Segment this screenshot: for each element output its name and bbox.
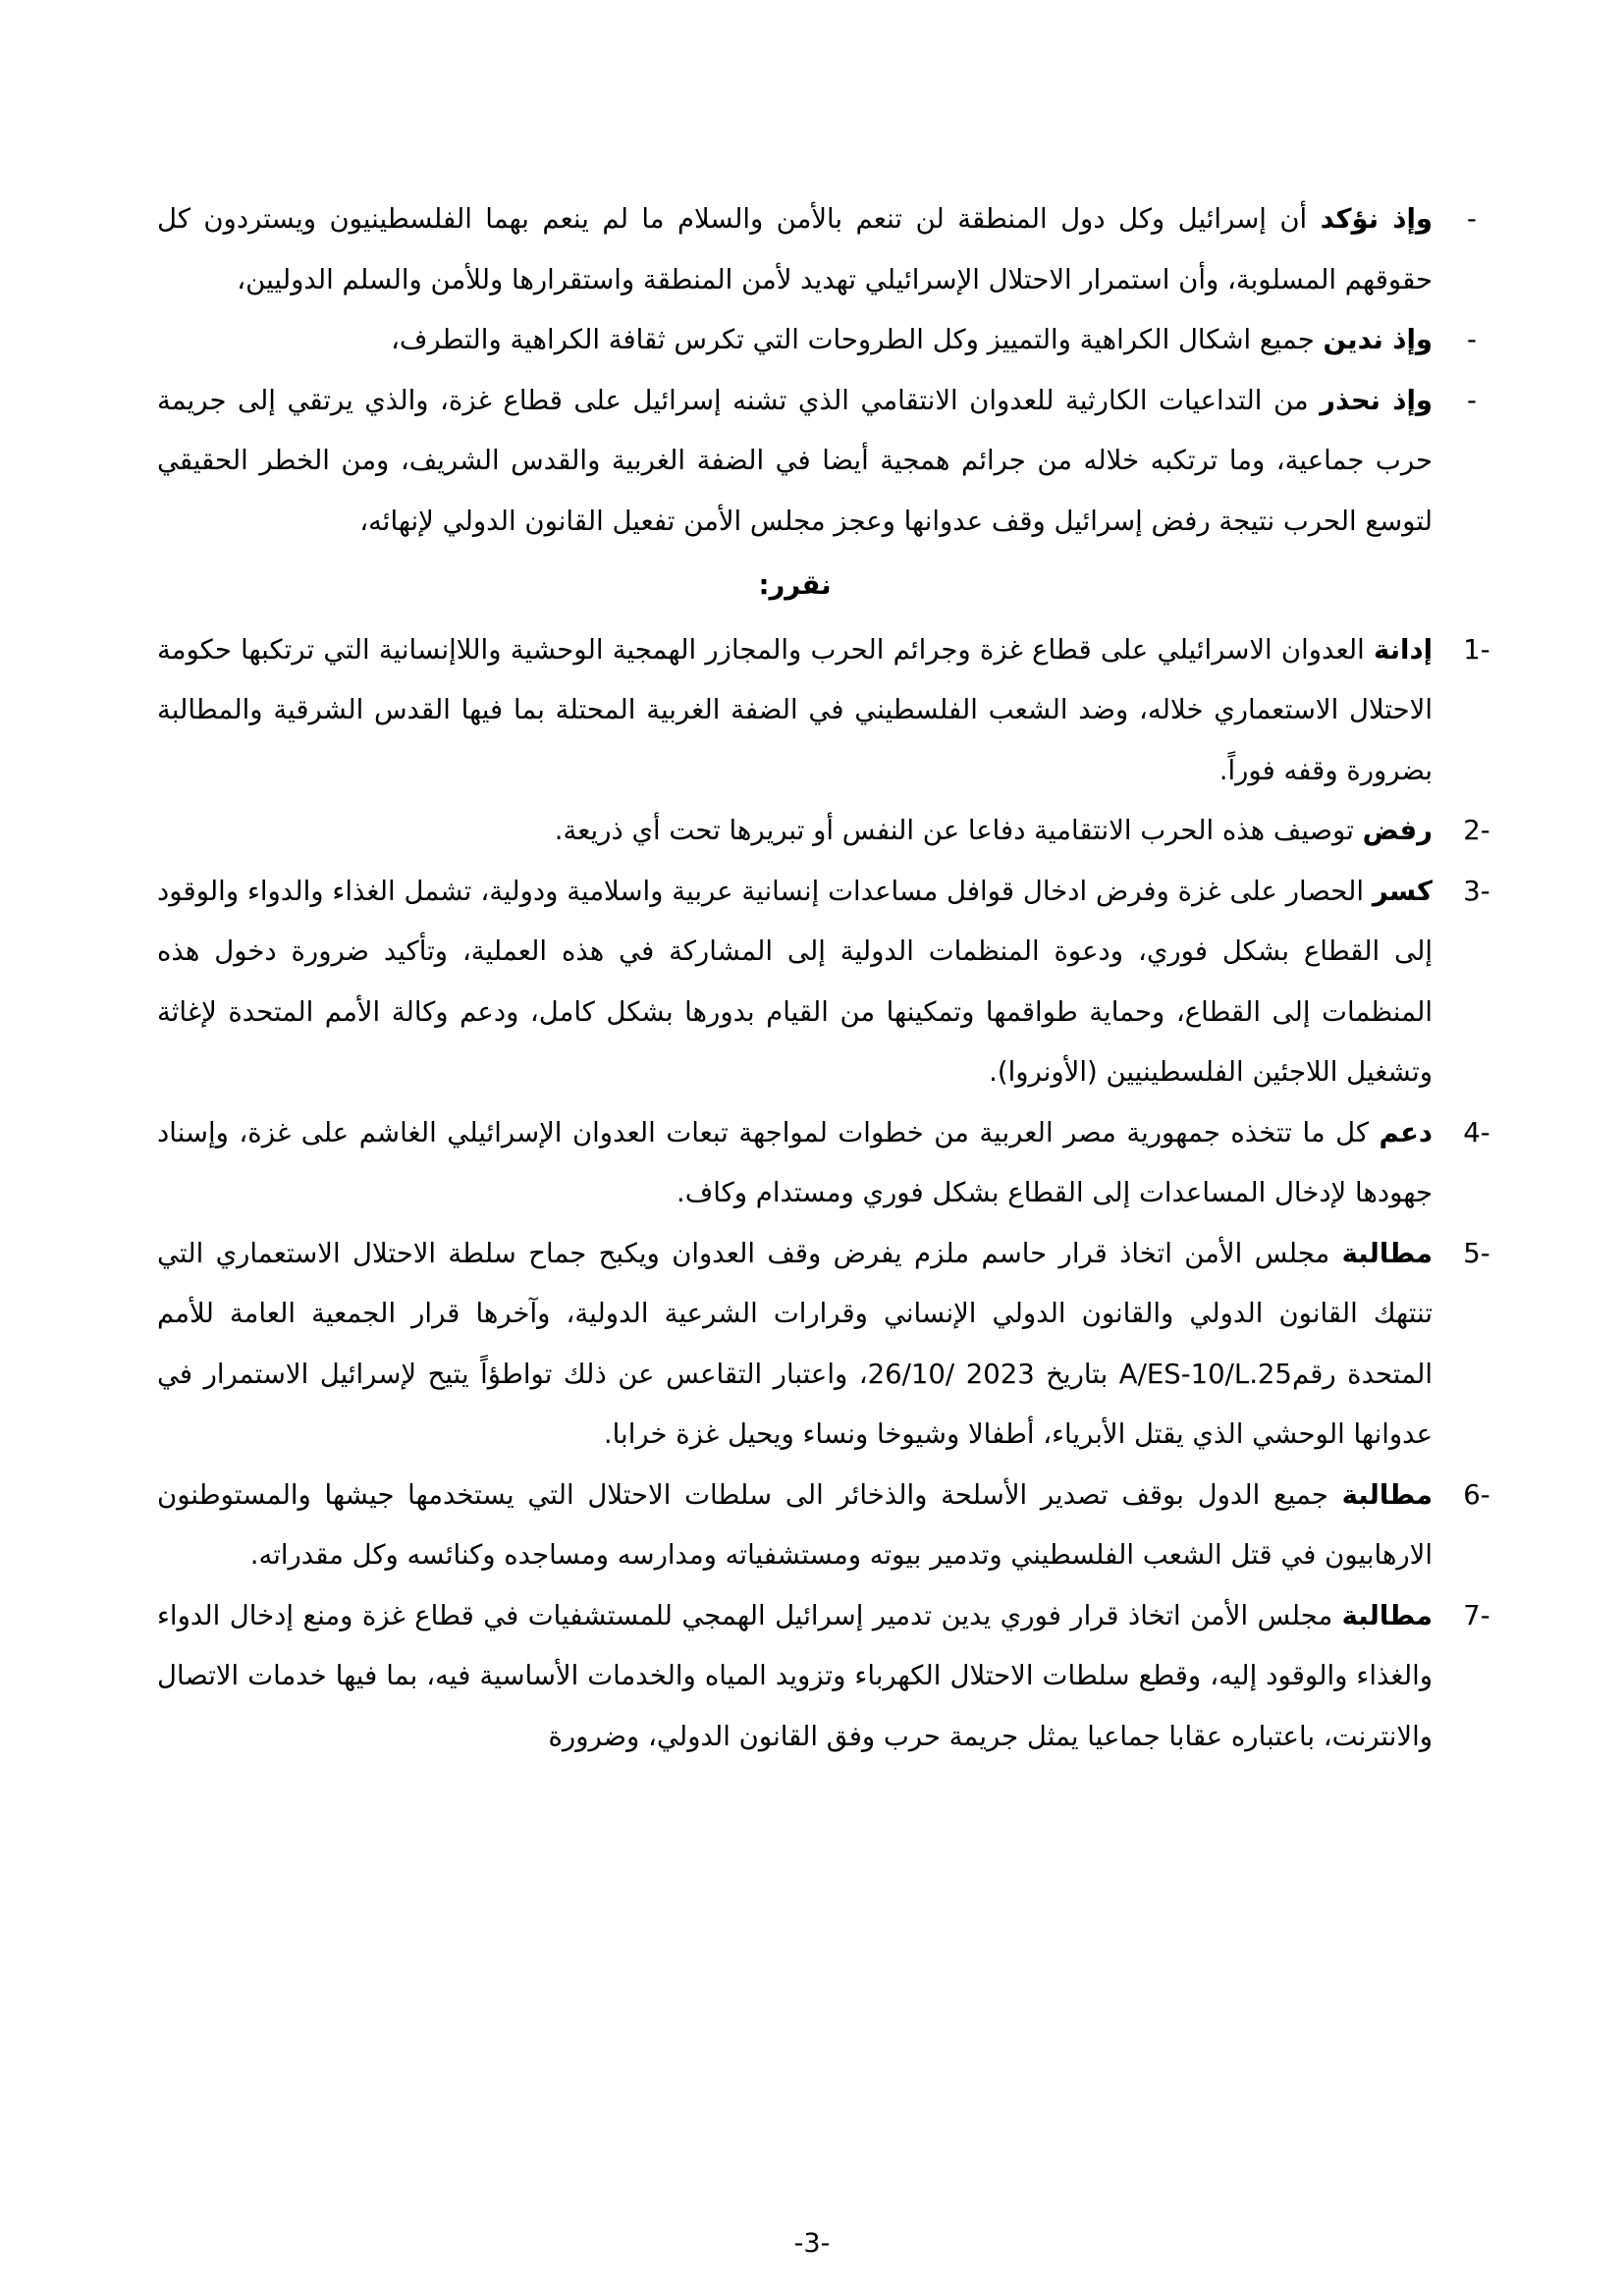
item-number: 1- — [1463, 633, 1490, 666]
resolution-item-1 — [157, 620, 1490, 802]
clause-lead-word: وإذ ندين — [1323, 324, 1433, 355]
item-number: 6- — [1463, 1478, 1490, 1511]
resolution-item-6 — [157, 1466, 1490, 1586]
item-number: 4- — [1463, 1116, 1490, 1148]
page-number: -3- — [793, 2228, 831, 2259]
item-number: 5- — [1463, 1237, 1490, 1269]
document-body — [157, 189, 1490, 1767]
item-number: 7- — [1463, 1599, 1490, 1631]
clause-lead-word: وإذ نؤكد — [1320, 203, 1433, 235]
resolution-item-7 — [157, 1586, 1490, 1768]
clause-text: من التداعيات الكارثية للعدوان الانتقامي الذي تشنه إسرائيل على قطاع غزة، والذي يرتقي إلى جريمة حرب جماعية، وما ترتكبه خلاله من جرائم همجية أيضا في الضفة الغربية والقدس الشريف، ومن الخطر الحقيقي لتوسع الحرب نتيجة رفض إسرائيل وقف عدوانها وعجز مجلس الأمن تفعيل القانون الدولي لإنهائه، — [157, 384, 1433, 537]
resolution-lead-word: مطالبة — [1341, 1237, 1433, 1269]
bullet-dash: - — [1467, 384, 1477, 416]
resolution-lead-word: دعم — [1379, 1116, 1433, 1148]
bullet-dash: - — [1467, 324, 1477, 355]
resolutions-heading: نقرر: — [758, 569, 832, 601]
clause-lead-word: وإذ نحذر — [1320, 384, 1433, 416]
bullet-dash: - — [1467, 203, 1477, 235]
resolution-lead-word: رفض — [1362, 815, 1433, 846]
clause-text: أن إسرائيل وكل دول المنطقة لن تنعم بالأمن والسلام ما لم ينعم بهما الفلسطينيون ويستردون كل حقوقهم المسلوبة، وأن استمرار الاحتلال الإسرائيلي تهديد لأمن المنطقة واستقرارها وللأمن والسلم الدوليين، — [157, 203, 1433, 295]
resolution-lead-word: مطالبة — [1341, 1599, 1433, 1631]
preamble-clause-3 — [157, 371, 1477, 553]
item-number: 2- — [1463, 815, 1490, 846]
resolution-text: توصيف هذه الحرب الانتقامية دفاعا عن النفس أو تبريرها تحت أي ذريعة. — [554, 815, 1363, 846]
resolution-item-3 — [157, 862, 1490, 1103]
resolution-text: الحصار على غزة وفرض ادخال قوافل مساعدات إنسانية عربية واسلامية ودولية، تشمل الغذاء والدواء والوقود إلى القطاع بشكل فوري، ودعوة المنظمات الدولية إلى المشاركة في هذه العملية، وتأكيد ضرورة دخول هذه المنظمات إلى القطاع، وحماية طواقمها وتمكينها من القيام بدورها بشكل كامل، ودعم وكالة الأمم المتحدة لإغاثة وتشغيل اللاجئين الفلسطينيين (الأونروا). — [157, 875, 1433, 1088]
preamble-clause-2 — [157, 310, 1477, 371]
resolution-text: جميع الدول بوقف تصدير الأسلحة والذخائر الى سلطات الاحتلال التي يستخدمها جيشها والمستوطنون الارهابيون في قتل الشعب الفلسطيني وتدمير بيوته ومستشفياته ومدارسه ومساجده وكنائسه وكل مقدراته. — [157, 1478, 1433, 1571]
resolution-text: العدوان الاسرائيلي على قطاع غزة وجرائم الحرب والمجازر الهمجية الوحشية واللاإنسانية التي ترتكبها حكومة الاحتلال الاستعماري خلاله، وضد الشعب الفلسطيني في الضفة الغربية المحتلة بما فيها القدس الشرقية والمطالبة بضرورة وقفه فوراً. — [157, 633, 1433, 786]
item-number: 3- — [1463, 875, 1490, 907]
resolution-text: مجلس الأمن اتخاذ قرار فوري يدين تدمير إسرائيل الهمجي للمستشفيات في قطاع غزة ومنع إدخال الدواء والغذاء والوقود إليه، وقطع سلطات الاحتلال الكهرباء وتزويد المياه والخدمات الأساسية فيه، بما فيها خدمات الاتصال والانترنت، باعتباره عقابا جماعيا يمثل جريمة حرب وفق القانون الدولي، وضرورة — [157, 1599, 1433, 1752]
resolution-text: كل ما تتخذه جمهورية مصر العربية من خطوات لمواجهة تبعات العدوان الإسرائيلي الغاشم على غزة، وإسناد جهودها لإدخال المساعدات إلى القطاع بشكل فوري ومستدام وكاف. — [157, 1116, 1433, 1208]
resolution-item-5 — [157, 1224, 1490, 1466]
clause-text: جميع اشكال الكراهية والتمييز وكل الطروحات التي تكرس ثقافة الكراهية والتطرف، — [391, 324, 1324, 355]
resolution-lead-word: إدانة — [1374, 633, 1433, 666]
resolution-item-2 — [157, 801, 1490, 862]
resolution-text: مجلس الأمن اتخاذ قرار حاسم ملزم يفرض وقف العدوان ويكبح جماح سلطة الاحتلال الاستعماري التي تنتهك القانون الدولي والقانون الدولي الإنساني وقرارات الشرعية الدولية، وآخرها قرار الجمعية العامة للأمم المتحدة رقمA/ES-10/L.25 بتاريخ 2023 /26/10، واعتبار التقاعس عن ذلك تواطؤاً يتيح لإسرائيل الاستمرار في عدوانها الوحشي الذي يقتل الأبرياء، أطفالا وشيوخا ونساء ويحيل غزة خرابا. — [157, 1237, 1433, 1450]
resolution-item-4 — [157, 1103, 1490, 1224]
resolution-lead-word: مطالبة — [1341, 1478, 1433, 1511]
resolution-lead-word: كسر — [1372, 875, 1433, 907]
preamble-clause-1 — [157, 189, 1477, 310]
